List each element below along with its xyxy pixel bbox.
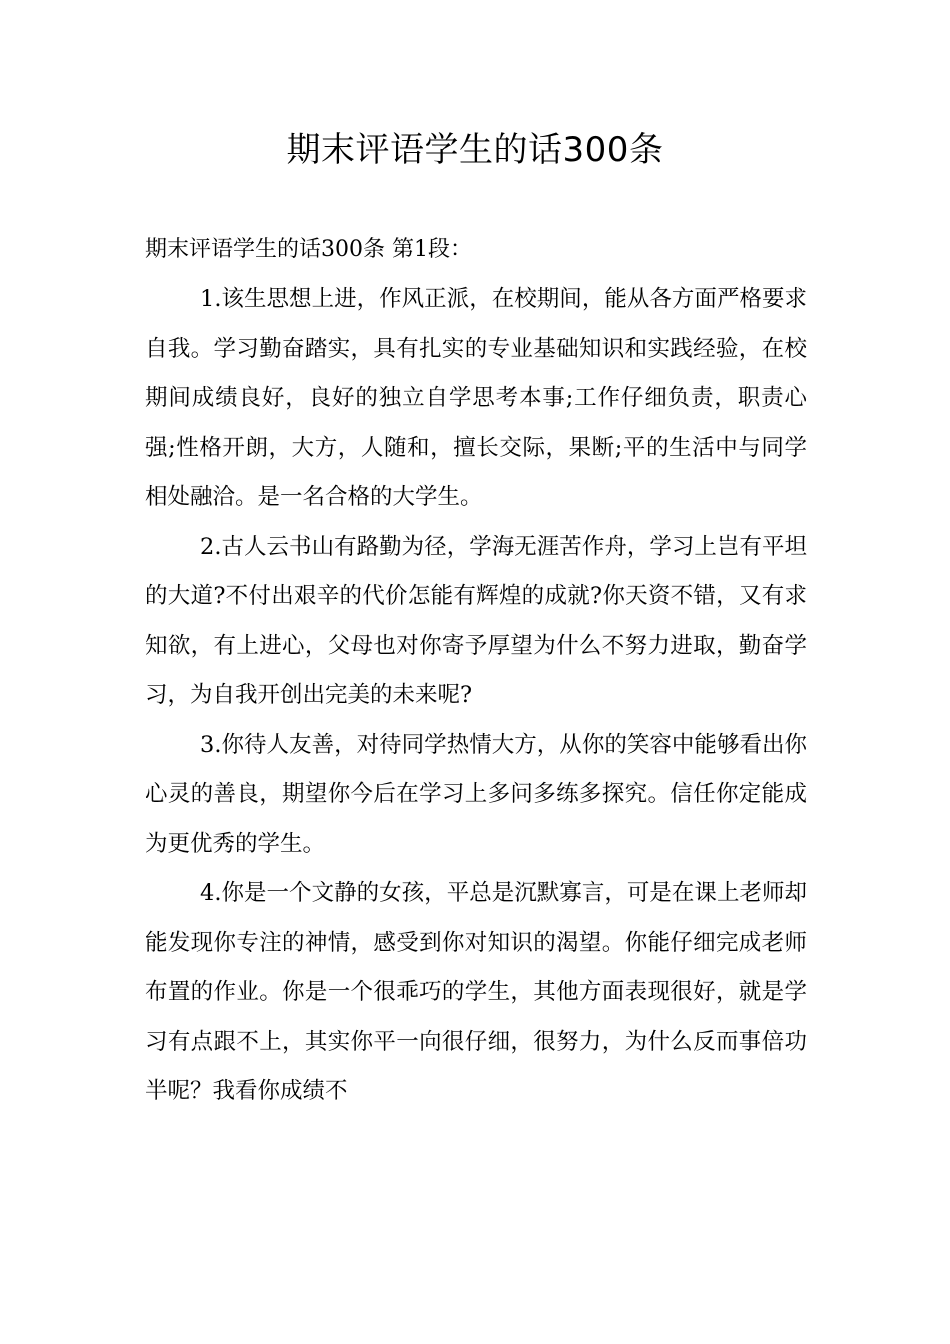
section-heading: 期末评语学生的话300条 第1段： — [145, 237, 472, 262]
paragraph-4: 4.你是一个文静的女孩，平总是沉默寡言，可是在课上老师却能发现你专注的神情，感受到你对知识的渴望。你能仔细完成老师布置的作业。你是一个很乖巧的学生，其他方面表现很好，就是学习有点跟不上，其实你平一向很仔细，很努力，为什么反而事倍功半呢？我看你成绩不 — [145, 880, 807, 1104]
page-title: 期末评语学生的话300条 — [286, 130, 664, 170]
paragraph-1: 1.该生思想上进，作风正派，在校期间，能从各方面严格要求自我。学习勤奋踏实，具有扎实的专业基础知识和实践经验，在校期间成绩良好，良好的独立自学思考本事;工作仔细负责，职责心强;性格开朗，大方，人随和，擅长交际，果断;平的生活中与同学相处融洽。是一名合格的大学生。 — [145, 286, 807, 510]
document-body — [145, 225, 807, 1117]
paragraph-2: 2.古人云书山有路勤为径，学海无涯苦作舟，学习上岂有平坦的大道?不付出艰辛的代价怎能有辉煌的成就?你天资不错，又有求知欲，有上进心，父母也对你寄予厚望为什么不努力进取，勤奋学习，为自我开创出完美的未来呢? — [145, 533, 807, 708]
paragraph-3: 3.你待人友善，对待同学热情大方，从你的笑容中能够看出你心灵的善良，期望你今后在学习上多问多练多探究。信任你定能成为更优秀的学生。 — [145, 731, 807, 857]
